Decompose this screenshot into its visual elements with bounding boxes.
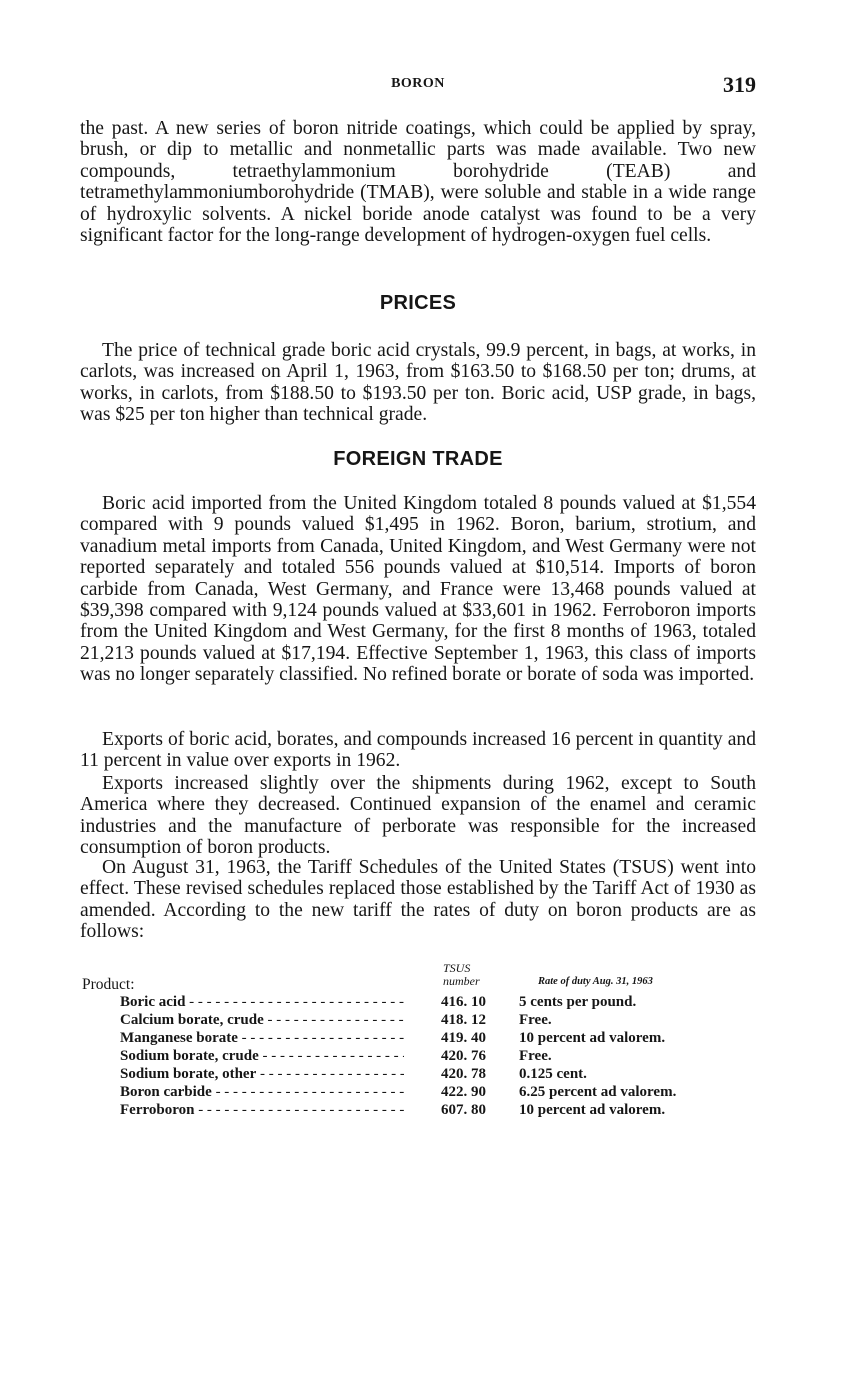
heading-prices: PRICES [379, 292, 457, 314]
table-row [80, 1101, 756, 1119]
row-tsus-number: 416. 10 [441, 994, 486, 1010]
table-row [80, 1065, 756, 1083]
running-title: BORON [391, 76, 445, 91]
table-row [80, 1011, 756, 1029]
row-rate-of-duty: 10 percent ad valorem. [519, 1102, 666, 1118]
table-header-rate: Rate of duty Aug. 31, 1963 [538, 976, 653, 987]
row-rate-of-duty: 5 cents per pound. [519, 994, 637, 1010]
row-product: Boron carbide - - - [120, 1083, 404, 1101]
row-product: Ferroboron - - - [120, 1101, 404, 1119]
row-product: Sodium borate, other - - - [120, 1065, 404, 1083]
row-tsus-number: 418. 12 [441, 1012, 486, 1028]
table-row [80, 1047, 756, 1065]
heading-foreign-trade: FOREIGN TRADE [333, 448, 503, 470]
paragraph-trade-shipments: Exports increased slightly over the shipments during 1962, except to South America where they decreased. Continued expansion of the enamel and ceramic industries and the manufacture of perborate was responsible for the increased consumption of boron products. [80, 773, 756, 859]
table-header-product: Product: [82, 976, 135, 993]
paragraph-prices: The price of technical grade boric acid crystals, 99.9 percent, in bags, at works, in carlots, was increased on April 1, 1963, from $163.50 to $168.50 per ton; drums, at works, in carlots, from $188.50 to $193.50 per ton. Boric acid, USP grade, in bags, was $25 per ton higher than technical grade. [80, 340, 756, 426]
table-row [80, 1029, 756, 1047]
row-rate-of-duty: 0.125 cent. [519, 1066, 587, 1082]
row-tsus-number: 607. 80 [441, 1102, 486, 1118]
row-tsus-number: 420. 76 [441, 1048, 486, 1064]
row-product: Boric acid - - - [120, 993, 404, 1011]
paragraph-trade-exports: Exports of boric acid, borates, and compounds increased 16 percent in quantity and 11 percent in value over exports in 1962. [80, 729, 756, 772]
table-row [80, 993, 756, 1011]
row-product: Sodium borate, crude - - - [120, 1047, 404, 1065]
row-product: Manganese borate - - - [120, 1029, 404, 1047]
row-tsus-number: 419. 40 [441, 1030, 486, 1046]
row-product: Calcium borate, crude - - - [120, 1011, 404, 1029]
row-rate-of-duty: 6.25 percent ad valorem. [519, 1084, 677, 1100]
page-number: 319 [723, 72, 756, 97]
paragraph-trade-tariff: On August 31, 1963, the Tariff Schedules of the United States (TSUS) went into effect. These revised schedules replaced those established by the Tariff Act of 1930 as amended. According to the new tariff the rates of duty on boron products are as follows: [80, 857, 756, 943]
running-head [80, 72, 756, 96]
row-rate-of-duty: 10 percent ad valorem. [519, 1030, 666, 1046]
row-tsus-number: 422. 90 [441, 1084, 486, 1100]
paragraph-trade-imports: Boric acid imported from the United Kingdom totaled 8 pounds valued at $1,554 compared with 9 pounds valued $1,495 in 1962. Boron, barium, strotium, and vanadium metal imports from Canada, United Kingdom, and West Germany were not reported separately and totaled 556 pounds valued at $10,514. Imports of boron carbide from Canada, West Germany, and France were 13,468 pounds valued at $39,398 compared with 9,124 pounds valued at $33,601 in 1962. Ferroboron imports from the United Kingdom and West Germany, for the first 8 months of 1963, totaled 21,213 pounds valued at $17,194. Effective September 1, 1963, this class of imports was no longer separately classified. No refined borate or borate of soda was imported. [80, 493, 756, 686]
row-tsus-number: 420. 78 [441, 1066, 486, 1082]
row-rate-of-duty: Free. [519, 1048, 552, 1064]
table-row [80, 1083, 756, 1101]
paragraph-intro: the past. A new series of boron nitride coatings, which could be applied by spray, brush, or dip to metallic and nonmetallic parts was made available. Two new compounds, tetraethylammonium borohydride (TEAB) and tetramethylammoniumborohydride (TMAB), were soluble and stable in a wide range of hydroxylic solvents. A nickel boride anode catalyst was found to be a very significant factor for the long-range development of hydrogen-oxygen fuel cells. [80, 118, 756, 247]
table-header-tsus: TSUS number [443, 961, 480, 988]
row-rate-of-duty: Free. [519, 1012, 552, 1028]
